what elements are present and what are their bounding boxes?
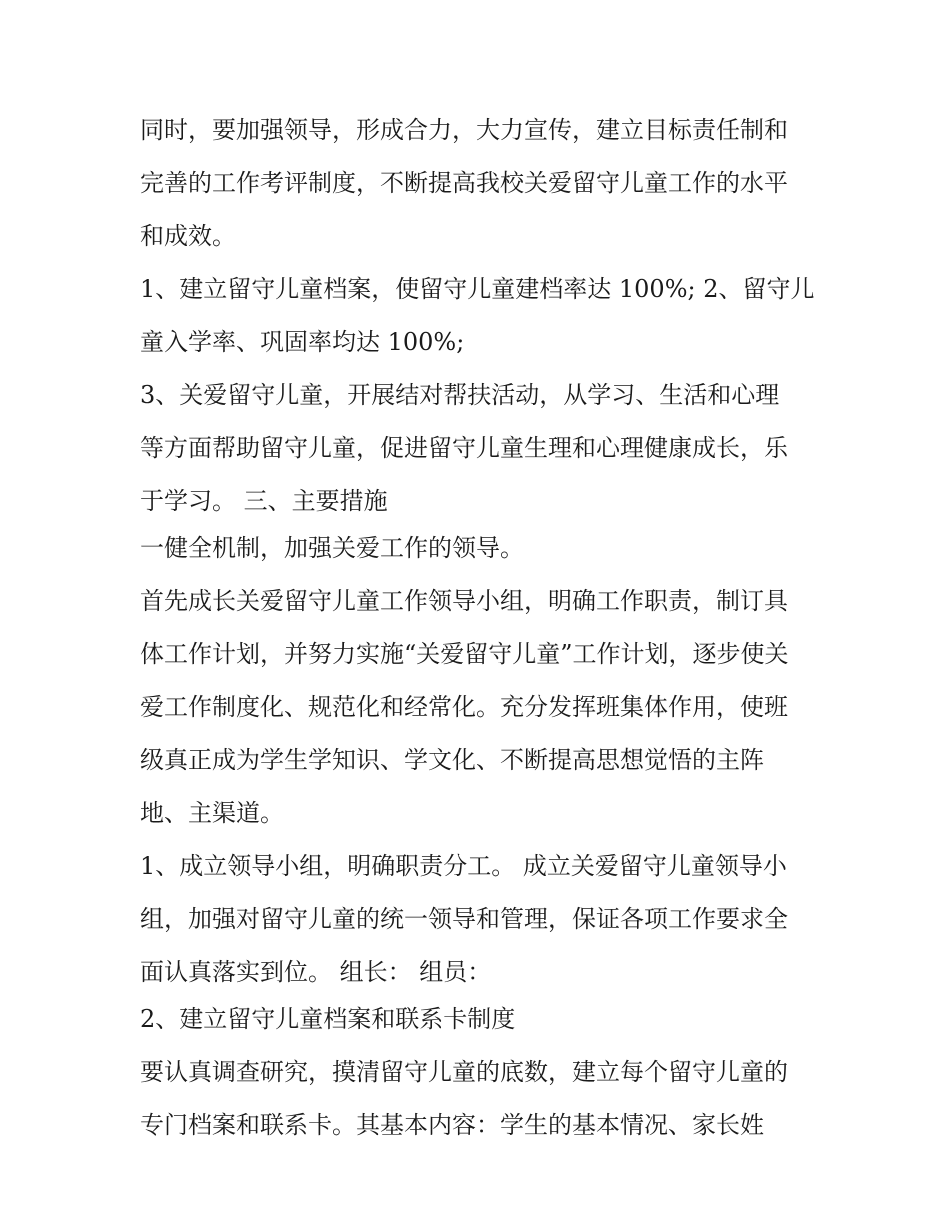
text-line: 1、成立领导小组，明确职责分工。 成立关爱留守儿童领导小 <box>140 852 787 880</box>
text-line: 2、建立留守儿童档案和联系卡制度 <box>140 1005 516 1033</box>
text-line: 同时，要加强领导，形成合力，大力宣传，建立目标责任制和 <box>140 116 788 144</box>
text-line: 面认真落实到位。 组长： 组员： <box>140 958 492 986</box>
text-line: 爱工作制度化、规范化和经常化。充分发挥班集体作用，使班 <box>140 693 788 721</box>
text-line: 要认真调查研究，摸清留守儿童的底数，建立每个留守儿童的 <box>140 1058 788 1086</box>
document-body <box>140 104 820 1152</box>
text-line: 于学习。 三、主要措施 <box>140 487 388 515</box>
text-line: 体工作计划，并努力实施“关爱留守儿童”工作计划，逐步使关 <box>140 640 789 668</box>
text-line: 首先成长关爱留守儿童工作领导小组，明确工作职责，制订具 <box>140 587 788 615</box>
text-line: 等方面帮助留守儿童，促进留守儿童生理和心理健康成长，乐 <box>140 434 788 462</box>
text-line: 专门档案和联系卡。其基本内容：学生的基本情况、家长姓 <box>140 1111 764 1139</box>
text-line: 完善的工作考评制度，不断提高我校关爱留守儿童工作的水平 <box>140 169 788 197</box>
text-line: 童入学率、巩固率均达 100%; <box>140 328 465 356</box>
text-line: 地、主渠道。 <box>140 799 284 827</box>
text-line: 组，加强对留守儿童的统一领导和管理，保证各项工作要求全 <box>140 905 788 933</box>
text-line: 和成效。 <box>140 222 236 250</box>
text-line: 一健全机制，加强关爱工作的领导。 <box>140 534 524 562</box>
text-line: 级真正成为学生学知识、学文化、不断提高思想觉悟的主阵 <box>140 746 764 774</box>
text-line: 1、建立留守儿童档案，使留守儿童建档率达 100%; 2、留守儿 <box>140 275 815 303</box>
text-line: 3、关爱留守儿童，开展结对帮扶活动，从学习、生活和心理 <box>140 381 780 409</box>
